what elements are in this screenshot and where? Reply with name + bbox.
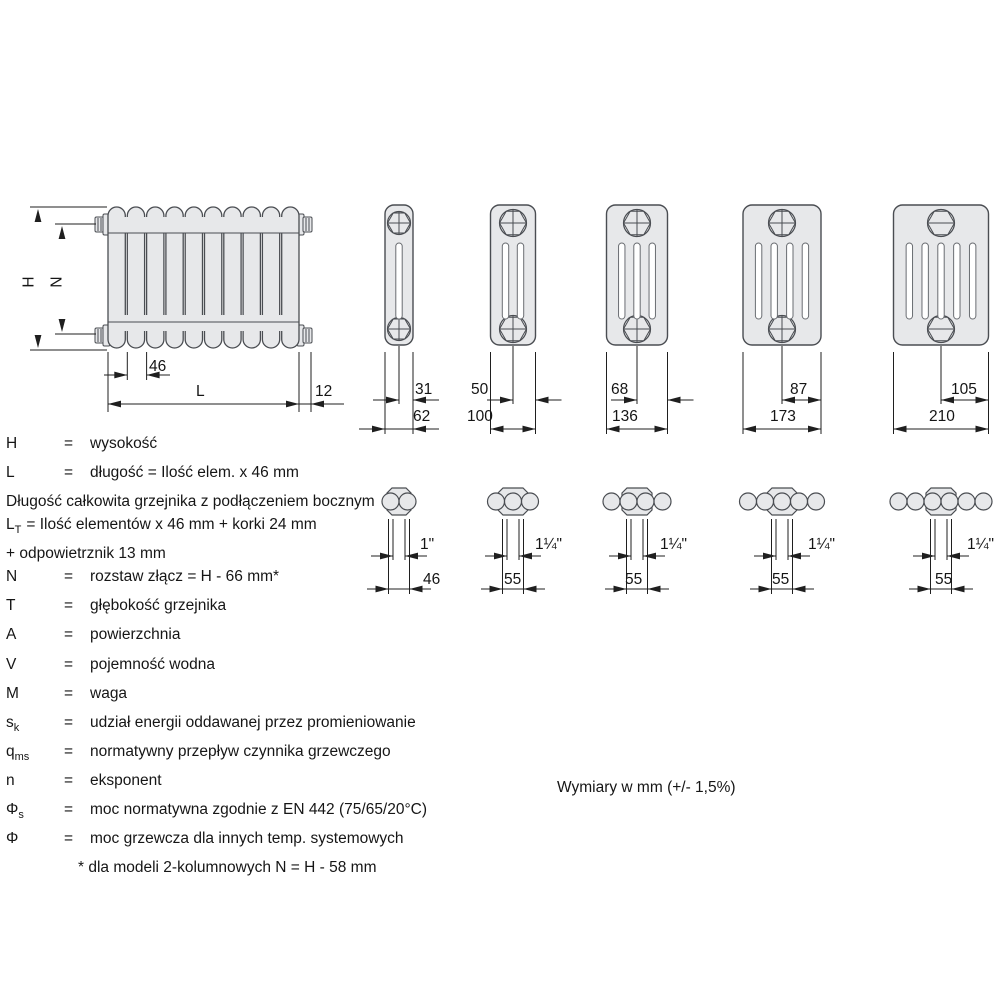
legend-row-t: T = głębokość grzejnika [6,594,478,623]
dim-arrow [536,397,549,404]
connection-plug [303,217,312,232]
dim-arrow [952,586,965,593]
half-depth-label-2col: 31 [415,381,433,398]
legend-row-vent-note: + odpowietrznik 13 mm [6,545,166,563]
legend-row-sk: $s_k$ = udział energii oddawanej przez promieniowanie [6,711,478,740]
hub-width-label-3col: 55 [504,571,522,588]
legend-symbol: n [6,771,15,789]
hub-width-label-5col: 55 [772,571,790,588]
dim-arrow [491,426,504,433]
legend-row-footnote: * dla modeli 2-kolumnowych N = H - 58 mm [78,859,377,877]
dim-arrow [743,426,756,433]
cross-section-slot [634,243,640,319]
legend-symbol: A [6,626,17,644]
connection-plug [303,328,312,343]
dim-arrow [607,426,620,433]
legend-row-qms: $q_{ms}$ = normatywny przepływ czynnika grzewczego [6,740,478,769]
legend-symbol: V [6,655,17,673]
cross-section-slot [619,243,625,319]
cross-section-slot [938,243,944,319]
depth-label-6col: 210 [929,408,955,425]
dim-arrow [500,397,513,404]
legend-row-h: H = wysokość [6,432,478,461]
legend-symbol: N [6,568,18,586]
legend-row-phi-s: $\Phi_s$ = moc normatywna zgodnie z EN 442 (75/65/20°C) [6,798,478,827]
half-depth-label-4col: 68 [611,381,629,398]
half-depth-label-5col: 87 [790,381,808,398]
cross-section-slot [649,243,655,319]
manifold-fill [109,217,297,233]
legend-row-l: L = długość = Ilość elem. x 46 mm [6,461,478,490]
legend [6,432,478,879]
dim-arrow [519,553,532,560]
half-depth-label-6col: 105 [951,381,977,398]
legend-symbol: $q_{ms}$ [6,742,30,763]
element-width-dim-label: 46 [149,358,167,375]
legend-symbol: M [6,684,19,702]
dim-arrow [668,397,681,404]
depth-label-3col: 100 [467,408,493,425]
legend-symbol: $L_T$ [6,516,22,537]
dim-arrow [655,426,668,433]
cross-section-slot [906,243,912,319]
dim-arrow [643,553,656,560]
dim-arrow [793,586,806,593]
legend-row-a: A = powierzchnia [6,623,478,652]
dim-arrow [523,426,536,433]
dim-arrow [918,586,931,593]
half-depth-label-3col: 50 [471,381,489,398]
depth-label-5col: 173 [770,408,796,425]
dim-arrow [976,397,989,404]
legend-symbol: Φ [6,830,19,848]
dim-arrow [788,553,801,560]
n-arrow [59,319,66,332]
h-arrow [35,209,42,222]
cross-section-slot [954,243,960,319]
dim-arrow [618,553,631,560]
dim-arrow [808,426,821,433]
thread-label-4col: 1¼" [660,536,688,553]
legend-symbol: H [6,435,18,452]
legend-row-v: V = pojemność wodna [6,653,478,682]
dim-arrow [922,553,935,560]
hub-width-label-2col: 46 [423,571,441,588]
depth-label-4col: 136 [612,408,638,425]
dim-arrow [311,401,324,408]
legend-symbol: T [6,597,16,615]
legend-symbol: L [6,464,15,482]
joint-spacing-dim-label: N [48,276,66,288]
cross-section-slot [502,243,508,319]
length-dim-label: L [196,383,205,400]
dim-arrow [759,586,772,593]
hub-width-label-4col: 55 [625,571,643,588]
dim-arrow [976,426,989,433]
dim-arrow [490,586,503,593]
cross-section-slot [802,243,808,319]
cross-section-slot [396,243,402,319]
legend-symbol: $\Phi_s$ [6,801,24,822]
height-dim-label: H [20,276,38,288]
dim-arrow [386,397,399,404]
dim-arrow [648,586,661,593]
dim-arrow [894,426,907,433]
h-arrow [35,335,42,348]
thread-label-3col: 1¼" [535,536,563,553]
dim-arrow [808,397,821,404]
cross-section-slot [771,243,777,319]
n-arrow [59,226,66,239]
cross-section-slot [787,243,793,319]
legend-row-n: N = rozstaw złącz = H - 66 mm* [6,565,478,594]
legend-row-total-length-note: Długość całkowita grzejnika z podłączeniem bocznym [6,493,375,511]
cross-section-slot [517,243,523,319]
side-connection-dim-label: 12 [315,383,333,400]
dim-arrow [494,553,507,560]
dim-arrow [763,553,776,560]
dim-arrow [286,401,299,408]
thread-label-5col: 1¼" [808,536,836,553]
dim-arrow [947,553,960,560]
dim-arrow [108,401,121,408]
legend-row-phi: Φ = moc grzewcza dla innych temp. systemowych [6,827,478,856]
hub-width-label-6col: 55 [935,571,953,588]
cross-section-slot [969,243,975,319]
legend-row-lt: $L_T$ = Ilość elementów x 46 mm + korki 24 mm [6,516,317,537]
dim-arrow [524,586,537,593]
manifold-fill [109,315,297,331]
legend-row-n-exp: n = eksponent [6,769,478,798]
legend-symbol: $s_k$ [6,713,20,734]
thread-label-2col: 1" [420,536,435,553]
legend-row-m: M = waga [6,682,478,711]
cross-section-slot [755,243,761,319]
cross-section-slot [922,243,928,319]
depth-label-2col: 62 [413,408,431,425]
units-note: Wymiary w mm (+/- 1,5%) [557,779,736,796]
dim-arrow [114,372,127,379]
thread-label-6col: 1¼" [967,536,995,553]
